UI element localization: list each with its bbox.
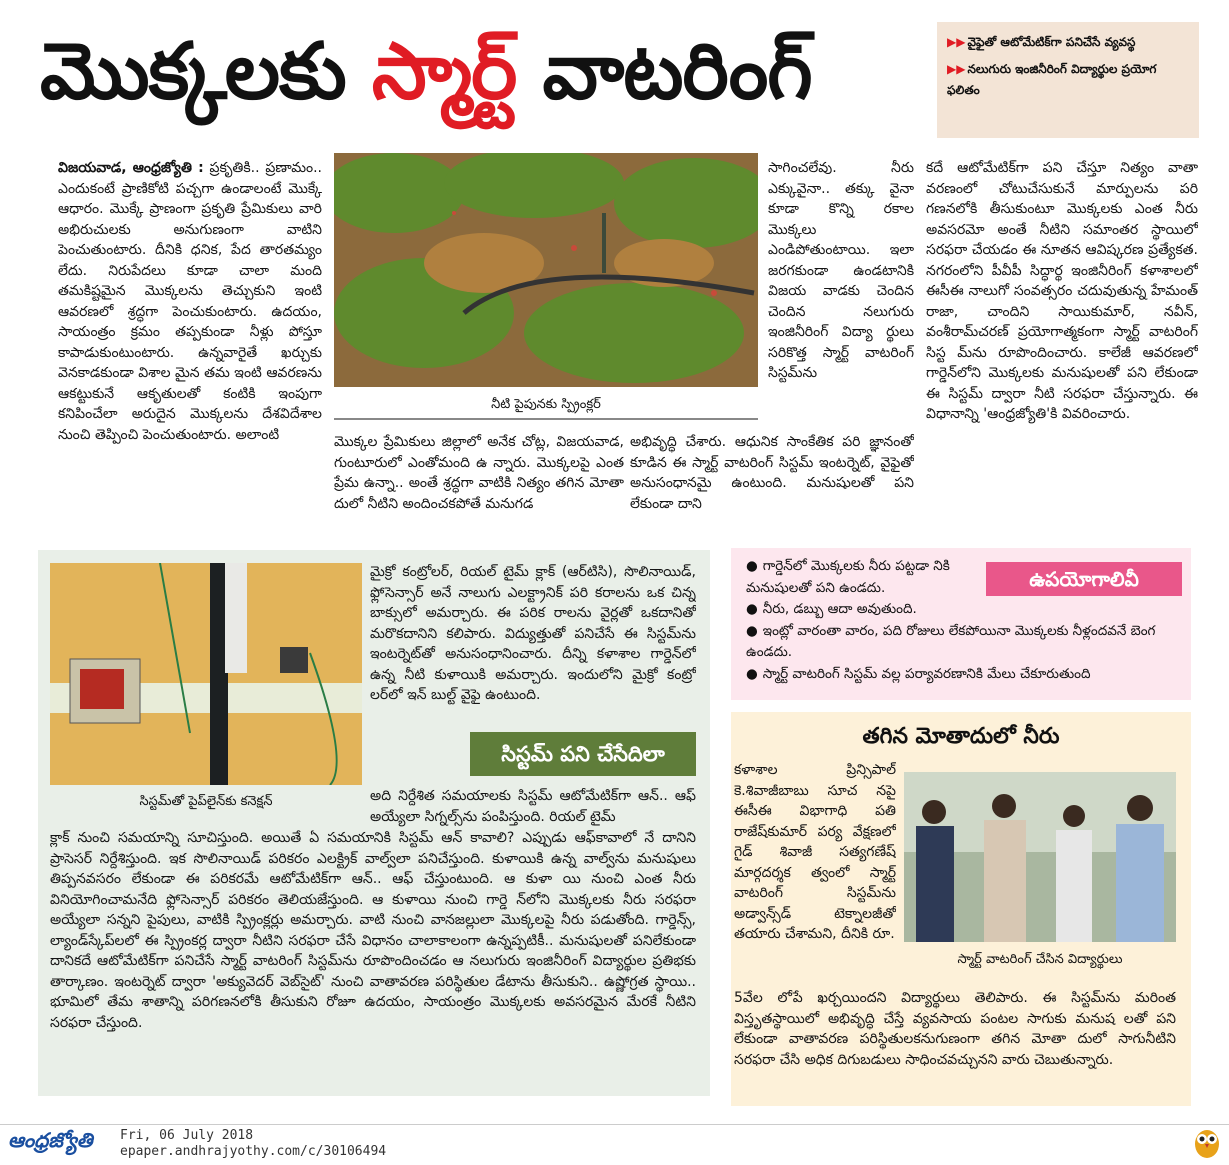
list-item: ● నీరు, డబ్బు ఆదా అవుతుంది. (746, 601, 917, 617)
system-text-mid: అది నిర్దేశిత సమయాలకు సిస్టమ్ ఆటోమేటిక్‌గా ఆన్.. ఆఫ్ అయ్యేలా సిగ్నల్స్‌ను పంపిస్తుంది. రియల్ టైమ్ (370, 788, 696, 825)
bullet-icon: ● (746, 665, 758, 682)
dateline: విజయవాడ, ఆంధ్రజ్యోతి : (58, 160, 204, 176)
highlight-item: ▶▶ నలుగురు ఇంజినీరింగ్ విద్యార్థుల ప్రయోగ ఫలితం (947, 62, 1157, 97)
footer-divider (0, 1124, 1229, 1125)
headline-part-1: మొక్కలకు (40, 27, 372, 117)
system-text-right: మైక్రో కంట్రోలర్, రియల్ టైమ్ క్లాక్ (ఆర్‌టిసి), సొలినాయిడ్, ఫ్లోసెన్సార్ అనే నాలుగు ఎలక్ట్రానిక్ పరి కరాలను ఒక చిన్న బాక్సులో అమర్చారు. ఈ పరిక రాలను వైర్లతో ఒకదానితో మరొకదానిని కలిపారు. విద్యుత్తుతో పనిచేసే ఈ సిస్టమ్‌ను ఇంటర్నెట్‌తో అనుసంధానించారు. దీన్ని కళాశాల గార్డెన్‌లో ఉన్న నీటి కుళాయికి అమర్చారు. ఇందులోని మైక్రో కంట్రో లర్‌లో ఇన్ బుల్ట్ వైఫై ఉంటుంది. (370, 564, 696, 703)
photo-1-caption: నీటి పైపునకు స్ప్రింక్లర్ (334, 390, 758, 420)
students-text-bottom: 5వేల లోపే ఖర్చయిందని విద్యార్థులు తెలిపారు. ఈ సిస్టమ్‌ను మరింత విస్తృతస్థాయిలో అభివృద్ధి చేస్తే వ్యవసాయ పంటల సాగుకు మనుష లతో పని లేకుండా వాతావరణ పరిస్థితులకనుగుణంగా తగిన మోతా దులో సాగునీటిని సరఫరా చేసి అధిక దిగుబడులు సాధించవచ్చునని వారు చెబుతున్నారు. (734, 990, 1176, 1068)
owl-icon[interactable] (1192, 1125, 1222, 1159)
photo-2-caption: సిస్టమ్‌తో పైప్‌లైన్‌కు కనెక్షన్ (139, 794, 273, 809)
footer-meta (120, 1128, 386, 1160)
list-item: ● స్మార్ట్ వాటరింగ్ సిస్టమ్ వల్ల పర్యావరణానికి మేలు చేకూరుతుంది (746, 665, 1091, 682)
headline (40, 22, 910, 122)
article-column-4: కదే ఆటోమేటిక్‌గా పని చేస్తూ నిత్యం వాతా వరణంలో చోటుచేసుకునే మార్పులను పరి గణనలోకి తీసుకుంటూ మొక్కలకు ఎంత నీరు అవసరమో అంతే నీటిని సమాంతర స్థాయిలో సరఫరా చేయడం ఈ నూతన ఆవిష్కరణ ప్రత్యేకత. నగరంలోని పీవీపీ సిద్ధార్థ ఇంజినీరింగ్ కళాశాలలో ఈసీఈ నాలుగో సంవత్సరం చదువుతున్న హేమంత్ రాజా, చాందిని సాయికుమార్, నవీన్, వంశీరామ్‌చరణ్ ప్రయోగాత్మకంగా స్మార్ట్ వాటరింగ్ సిస్ట మ్‌ను రూపొందించారు. కాలేజీ ఆవరణలో గార్డెన్‌లోని మొక్కలకు మనుషులతో పని లేకుండా ఈ సిస్టమ్ ద్వారా నీటి సరఫరా చేస్తున్నారు. ఈ విధానాన్ని 'ఆంధ్రజ్యోతి'కి వివరించారు. (926, 160, 1198, 422)
system-badge: సిస్టమ్ పని చేసేదిలా (470, 732, 696, 776)
highlights-box (937, 22, 1199, 138)
double-arrow-icon: ▶▶ (947, 62, 966, 76)
students-text-left: కళాశాల ప్రిన్సిపాల్ కె.శివాజీబాబు సూచ నపై ఈసీఈ విభాగాధి పతి రాజేష్‌కుమార్ పర్య వేక్షణలో గైడ్ శివాజీ సత్యగణేష్ మార్గదర్శక త్వంలో స్మార్ట్ వాటరింగ్ సిస్టమ్‌ను అడ్వాన్స్‌డ్ టెక్నాలజీతో తయారు చేశామని, దీనికి రూ. (734, 762, 896, 942)
headline-part-2: స్మార్ట్ (371, 27, 517, 117)
list-item: ● ఇంట్లో వారంతా వారం, పది రోజులు లేకపోయినా మొక్కలకు నీళ్లందవనే బెంగ ఉండదు. (746, 622, 1156, 660)
sprinkler-photo (334, 153, 758, 387)
benefits-badge: ఉపయోగాలివీ (986, 562, 1182, 596)
students-panel-title: తగిన మోతాదులో నీరు (862, 724, 1060, 749)
article-column-3-top: సాగించలేవు. నీరు ఎక్కువైనా.. తక్కు వైనా కూడా కొన్ని రకాల మొక్కలు ఎండిపోతుంటాయి. ఇలా జరగకుండా ఉండటానికి విజయ వాడకు చెందిన చెందిన నలుగురు ఇంజినీరింగ్ విద్యా ర్థులు సరికొత్త స్మార్ట్ వాటరింగ్ సిస్టమ్‌ను (768, 160, 914, 381)
edition-date: Fri, 06 July 2018 (120, 1128, 254, 1143)
system-text-bottom: క్లాక్ నుంచి సమయాన్ని సూచిస్తుంది. అయితే ఏ సమయానికి సిస్టమ్ ఆన్ కావాలి? ఎప్పుడు ఆఫ్‌కావాలో నే దానిని ప్రాసెసర్ నిర్దేశిస్తుంది. ఇక సొలినాయిడ్ పరికరం ఎలక్ట్రిక్ వాల్వ్‌లా పనిచేస్తుంది. కుళాయికి ఉన్న వాల్వ్‌ను మనుషులు తిప్పనవసరం లేకుండా ఈ పరికరమే ఆటోమేటిక్‌గా ఆన్.. ఆఫ్ చేస్తుంటుంది. ఆ కుళా యి నుంచి ఎంత నీరు వినియోగించామనేది ఫ్లోసెన్సార్ పరికరం తెలియజేస్తుంది. ఆ కుళాయి నుంచి గార్డె న్‌లోని మొక్కలకు నీరు సరఫరా అయ్యేలా సన్నని పైపులు, వాటికి స్ప్రింక్లర్లు అమర్చారు. వాటి నుంచి వానజల్లులా మొక్కలపై నీరు పడుతోంది. గార్డెన్స్, ల్యాండ్‌స్కేప్‌లలో ఈ స్ప్రింకర్ల ద్వారా నీటిని సరఫరా చేసే విధానం చాలాకాలంగా ఉన్నప్పటికీ.. మనుషులతో పనిలేకుండా దానికదే ఆటోమేటిక్‌గా పనిచేసే స్మార్ట్ వాటరింగ్ సిస్టమ్‌ను రూపొందించడం ఆ నలుగురు ఇంజినీరింగ్ విద్యార్థుల ప్రతిభకు తార్కాణం. ఇంటర్నెట్ ద్వారా 'అక్యువెదర్ వెబ్‌సైట్' నుంచి వాతావరణ పరిస్థితుల డేటాను తీసుకుని.. ఉష్ణోగ్రత స్థాయి.. భూమిలో తేమ శాతాన్ని పరిగణనలోకి తీసుకుని రోజూ ఉదయం, సాయంత్రం మొక్కలకు అవసరమైన మేరకే నీటిని సరఫరా చేస్తుంది. (50, 830, 696, 1031)
headline-part-3: వాటరింగ్ (516, 27, 812, 117)
photo-3-caption: స్మార్ట్ వాటరింగ్ చేసిన విద్యార్థులు (957, 952, 1123, 967)
highlight-item: ▶▶ వైఫైతో ఆటోమేటిక్‌గా పనిచేసే వ్యవస్థ (947, 35, 1136, 49)
bullet-icon: ● (746, 558, 758, 574)
epaper-url[interactable]: epaper.andhrajyothy.com/c/30106494 (120, 1144, 387, 1159)
column-1-text: ప్రకృతికి.. ప్రణామం.. ఎందుకంటే ప్రాణికోటి పచ్చగా ఉండాలంటే మొక్కే ఆధారం. మొక్కే ప్రాణంగా ప్రకృతి ప్రేమికులు వారి అభిరుచులకు అనుగుణంగా వాటిని పెంచుతుంటారు. దీనికి ధనిక, పేద తారతమ్యం లేదు. నిరుపేదలు కూడా చాలా మంది తమకిష్టమైన మొక్కలను తెచ్చుకుని ఇంటి ఆవరణలో శ్రద్ధగా పెంచుకుంటారు. ఉదయం, సాయంత్రం క్రమం తప్పకుండా నీళ్లు పోస్తూ కాపాడుకుంటుంటారు. ఉన్నవారైతే ఖర్చుకు వెనకాడకుండా విశాల మైన తమ ఇంటి ఆవరణను ఆకట్టుకునే ఆకృతులతో కంటికి ఇంపుగా కనిపించేలా అరుదైన మొక్కలను దేశవిదేశాల నుంచి తెప్పించి పెంచుతుంటారు. అలాంటి (58, 160, 322, 443)
article-column-1 (58, 158, 322, 523)
bullet-icon: ● (746, 622, 758, 639)
newspaper-logo: ఆంధ్రజ్యోతి (8, 1128, 93, 1152)
article-column-3-bottom: అభివృద్ధి చేశారు. ఆధునిక సాంకేతిక పరి జ్ఞానంతో కూడిన ఈ స్మార్ట్ వాటరింగ్ సిస్టమ్ ఇంటర్నెట్, వైఫైతో అనుసంధానమై ఉంటుంది. మనుషులతో పని లేకుండా దాని (630, 434, 914, 512)
bullet-icon: ● (746, 601, 758, 617)
list-item: ● గార్డెన్‌లో మొక్కలకు నీరు పట్టడా నికి మనుషులతో పని ఉండదు. (746, 558, 950, 596)
benefits-list (746, 556, 1186, 685)
pipeline-photo (50, 563, 362, 785)
double-arrow-icon: ▶▶ (947, 35, 966, 49)
students-photo (904, 772, 1176, 942)
article-column-2: మొక్కల ప్రేమికులు జిల్లాలో అనేక చోట్ల, విజయవాడ, గుంటూరులో ఎంతోమంది ఉ న్నారు. మొక్కలపై ఎంత ప్రేమ ఉన్నా.. అంతే శ్రద్ధగా వాటికి నిత్యం తగిన మోతా దులో నీటిని అందించకపోతే మనుగడ (334, 434, 624, 512)
